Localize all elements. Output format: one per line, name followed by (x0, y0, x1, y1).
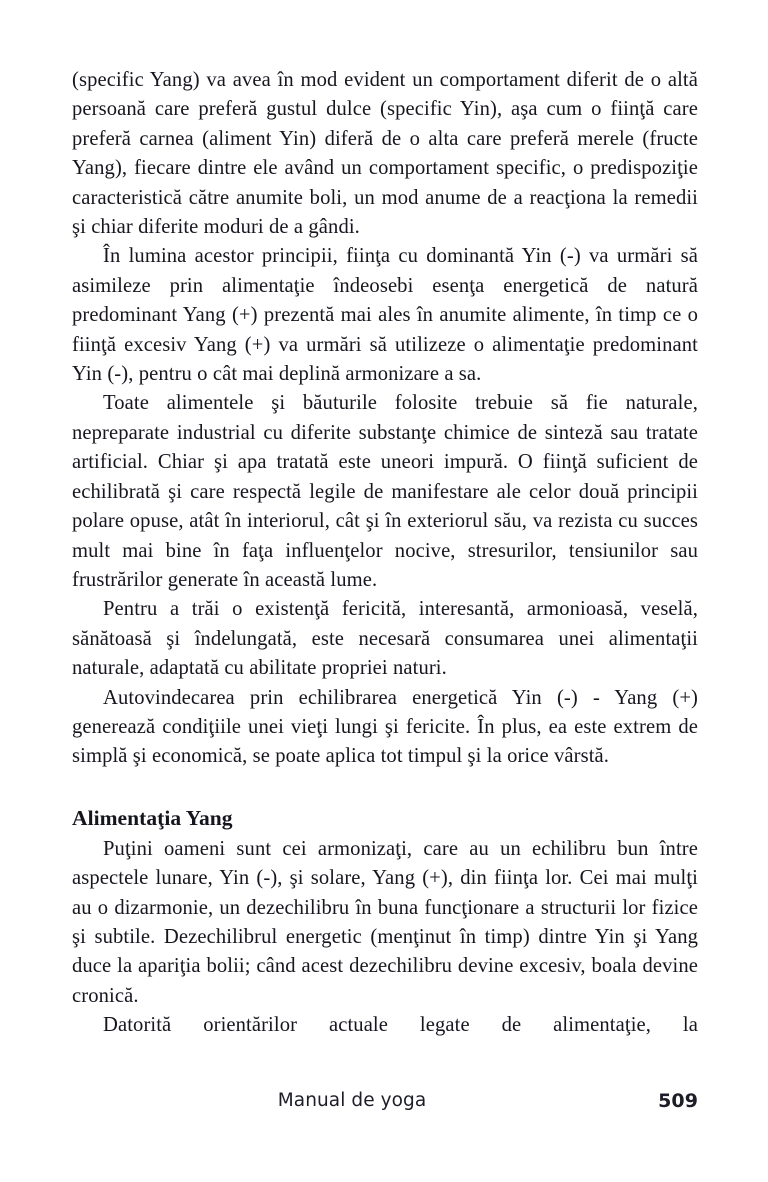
footer-page-number: 509 (658, 1090, 698, 1112)
paragraph-7-truncated: Datorită orientărilor actuale legate de alimentaţie, la (103, 1014, 698, 1037)
paragraph-3: Toate alimentele şi băuturile folosite trebuie să fie naturale, nepreparate industrial cu diferite substanţe chimice de sinteză sau tratate artificial. Chiar şi apa tratată este uneori impură. O fiinţă suficient de echilibrată şi care respectă legile de manifestare ale celor două principii polare opuse, atât în interiorul, cât şi în exteriorul său, va rezista cu succes mult mai bine în faţa influenţelor nocive, stresurilor, tensiunilor sau frustrărilor generate în această lume. (72, 392, 698, 591)
page-footer (72, 1088, 698, 1118)
paragraph-1: (specific Yang) va avea în mod evident un comportament diferit de o altă persoană care preferă gustul dulce (specific Yin), aşa cum o fiinţă care preferă carnea (aliment Yin) diferă de o alta care preferă merele (fructe Yang), fiecare dintre ele având un comportament specific, o predispoziţie caracteristică către anumite boli, un mod anume de a reacţiona la remedii şi chiar diferite moduri de a gândi. (72, 69, 698, 239)
section-heading-alimentatia-yang: Alimentaţia Yang (72, 805, 233, 830)
paragraph-6: Puţini oameni sunt cei armonizaţi, care au un echilibru bun între aspectele lunare, Yin (-), şi solare, Yang (+), din fiinţa lor. Cei mai mulţi au o dizarmonie, un dezechilibru în buna funcţionare a structurii lor fizice şi subtile. Dezechilibrul energetic (menţinut în timp) dintre Yin şi Yang duce la apariţia bolii; când acest dezechilibru devine excesiv, boala devine cronică. (72, 837, 698, 1007)
paragraph-4: Pentru a trăi o existenţă fericită, interesantă, armonioasă, veselă, sănătoasă şi îndelungată, este necesară consumarea unei alimentaţii naturale, adaptată cu abilitate propriei naturi. (72, 598, 698, 680)
footer-running-title: Manual de yoga (277, 1090, 427, 1111)
paragraph-5: Autovindecarea prin echilibrarea energetică Yin (-) - Yang (+) generează condiţiile unei vieţi lungi şi fericite. În plus, ea este extrem de simplă şi economică, se poate aplica tot timpul şi la orice vârstă. (72, 686, 698, 768)
text-column (72, 66, 698, 1041)
paragraph-2: În lumina acestor principii, fiinţa cu dominantă Yin (-) va urmări să asimileze prin alimentaţie îndeosebi esenţa energetică de natură predominant Yang (+) prezentă mai ales în anumite alimente, în timp ce o fiinţă excesiv Yang (+) va urmări să utilizeze o alimentaţie predominant Yin (-), pentru o cât mai deplină armonizare a sa. (72, 245, 698, 386)
